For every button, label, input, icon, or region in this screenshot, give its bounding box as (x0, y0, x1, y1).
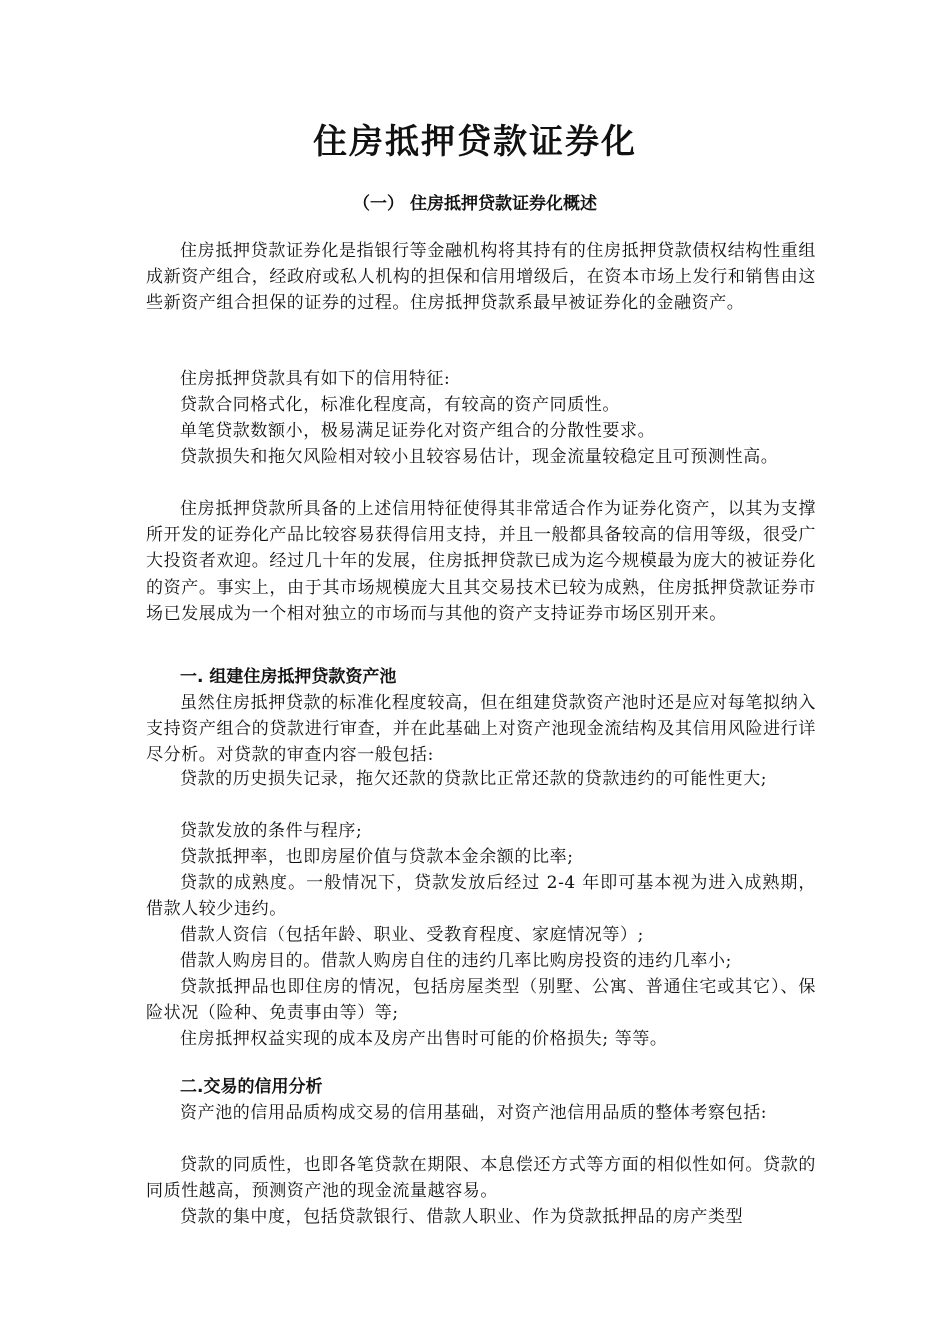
body-paragraph: 虽然住房抵押贷款的标准化程度较高，但在组建贷款资产池时还是应对每笔拟纳入支持资产组合的贷款进行审查，并在此基础上对资产池现金流结构及其信用风险进行详尽分析。对贷款的审查内容一般包括: (146, 693, 816, 766)
list-item: 单笔贷款数额小，极易满足证券化对资产组合的分散性要求。 (180, 421, 656, 441)
list-item: 贷款的成熟度。一般情况下，贷款发放后经过 2-4 年即可基本视为进入成熟期，借款人较少违约。 (146, 873, 816, 920)
list-item: 贷款抵押品也即住房的情况，包括房屋类型（别墅、公寓、普通住宅或其它）、保险状况（险种、免责事由等）等; (146, 977, 816, 1024)
list-item: 贷款的历史损失记录，拖欠还款的贷款比正常还款的贷款违约的可能性更大; (180, 769, 768, 789)
page-title: 住房抵押贷款证券化 (313, 122, 637, 162)
list-item: 贷款合同格式化，标准化程度高，有较高的资产同质性。 (180, 395, 620, 415)
section-heading: 二.交易的信用分析 (180, 1077, 323, 1097)
list-item: 贷款损失和拖欠风险相对较小且较容易估计，现金流量较稳定且可预测性高。 (180, 447, 779, 467)
section-heading: 一. 组建住房抵押贷款资产池 (180, 667, 397, 687)
list-item: 贷款的集中度，包括贷款银行、借款人职业、作为贷款抵押品的房产类型 (180, 1207, 744, 1227)
body-paragraph: 资产池的信用品质构成交易的信用基础，对资产池信用品质的整体考察包括: (180, 1103, 768, 1123)
body-paragraph: 住房抵押贷款所具备的上述信用特征使得其非常适合作为证券化资产，以其为支撑所开发的证券化产品比较容易获得信用支持，并且一般都具备较高的信用等级，很受广大投资者欢迎。经过几十年的发展，住房抵押贷款已成为迄今规模最为庞大的被证券化的资产。事实上，由于其市场规模庞大且其交易技术已较为成熟，住房抵押贷款证券市场已发展成为一个相对独立的市场而与其他的资产支持证券市场区别开来。 (146, 499, 816, 624)
credit-features-intro: 住房抵押贷款具有如下的信用特征: (180, 369, 451, 389)
list-item: 贷款的同质性，也即各笔贷款在期限、本息偿还方式等方面的相似性如何。贷款的同质性越高，预测资产池的现金流量越容易。 (146, 1155, 816, 1202)
list-item: 借款人资信（包括年龄、职业、受教育程度、家庭情况等）; (180, 925, 644, 945)
subtitle: （一） 住房抵押贷款证券化概述 (353, 194, 597, 214)
intro-paragraph: 住房抵押贷款证券化是指银行等金融机构将其持有的住房抵押贷款债权结构性重组成新资产组合，经政府或私人机构的担保和信用增级后，在资本市场上发行和销售由这些新资产组合担保的证券的过程。住房抵押贷款系最早被证券化的金融资产。 (146, 241, 816, 314)
list-item: 贷款抵押率，也即房屋价值与贷款本金余额的比率; (180, 847, 574, 867)
list-item: 住房抵押权益实现的成本及房产出售时可能的价格损失; 等等。 (180, 1029, 668, 1049)
list-item: 借款人购房目的。借款人购房自住的违约几率比购房投资的违约几率小; (180, 951, 732, 971)
list-item: 贷款发放的条件与程序; (180, 821, 363, 841)
